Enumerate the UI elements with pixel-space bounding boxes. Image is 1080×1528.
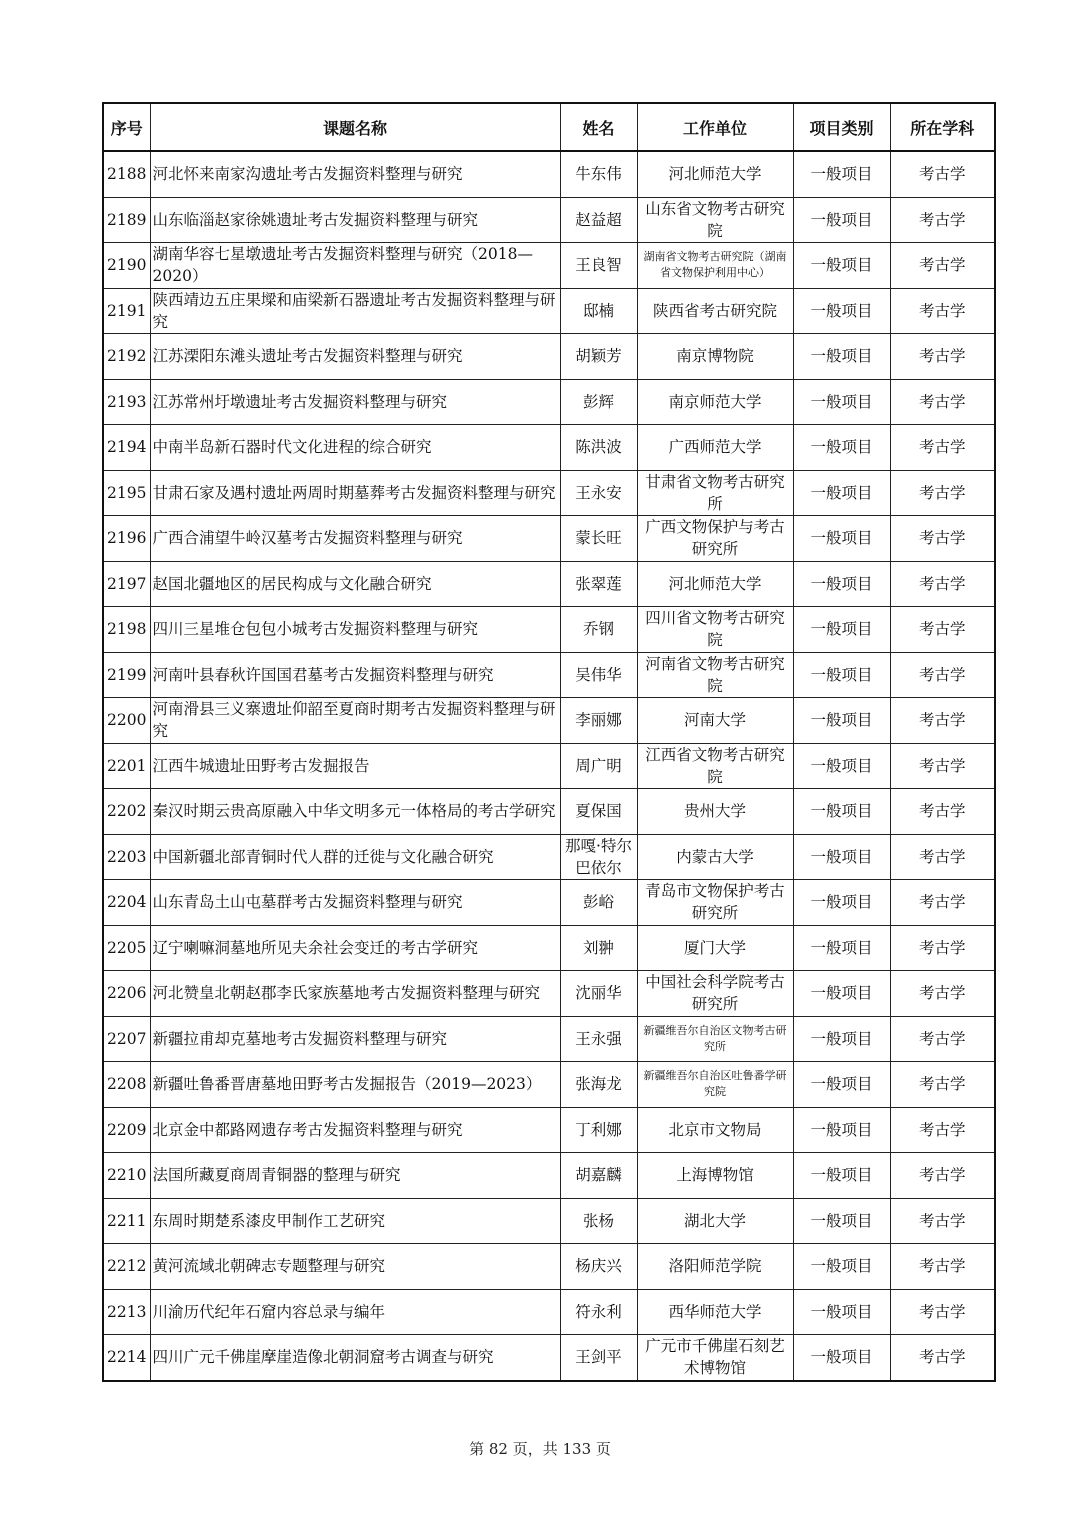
- cell-title: 江苏常州圩墩遗址考古发掘资料整理与研究: [150, 379, 560, 425]
- table-row: [103, 425, 995, 471]
- cell-seq: 2211: [103, 1198, 150, 1244]
- cell-unit: 山东省文物考古研究院: [637, 197, 793, 243]
- cell-name: 那嘎·特尔巴依尔: [560, 834, 637, 880]
- cell-title: 中南半岛新石器时代文化进程的综合研究: [150, 425, 560, 471]
- header-seq: 序号: [103, 103, 150, 151]
- cell-name: 丁利娜: [560, 1107, 637, 1153]
- cell-unit: 厦门大学: [637, 925, 793, 971]
- table-row: [103, 1198, 995, 1244]
- cell-type: 一般项目: [793, 243, 890, 289]
- cell-seq: 2201: [103, 743, 150, 789]
- table-row: [103, 652, 995, 698]
- cell-type: 一般项目: [793, 607, 890, 653]
- cell-seq: 2208: [103, 1062, 150, 1108]
- table-row: [103, 561, 995, 607]
- table-row: [103, 288, 995, 334]
- cell-subject: 考古学: [890, 243, 995, 289]
- cell-unit: 河北师范大学: [637, 561, 793, 607]
- cell-type: 一般项目: [793, 470, 890, 516]
- cell-title: 江苏溧阳东滩头遗址考古发掘资料整理与研究: [150, 334, 560, 380]
- cell-type: 一般项目: [793, 1244, 890, 1290]
- cell-subject: 考古学: [890, 743, 995, 789]
- cell-title: 陕西靖边五庄果墚和庙梁新石器遗址考古发掘资料整理与研究: [150, 288, 560, 334]
- cell-unit: 湖南省文物考古研究院（湖南省文物保护利用中心）: [637, 243, 793, 289]
- cell-title: 甘肃石家及遇村遗址两周时期墓葬考古发掘资料整理与研究: [150, 470, 560, 516]
- cell-seq: 2209: [103, 1107, 150, 1153]
- cell-type: 一般项目: [793, 971, 890, 1017]
- cell-title: 河北怀来南家沟遗址考古发掘资料整理与研究: [150, 151, 560, 197]
- cell-name: 吴伟华: [560, 652, 637, 698]
- table-row: [103, 880, 995, 926]
- cell-subject: 考古学: [890, 1335, 995, 1381]
- cell-type: 一般项目: [793, 652, 890, 698]
- cell-seq: 2189: [103, 197, 150, 243]
- cell-unit: 新疆维吾尔自治区吐鲁番学研究院: [637, 1062, 793, 1108]
- cell-name: 李丽娜: [560, 698, 637, 744]
- table-row: [103, 1289, 995, 1335]
- table-row: [103, 516, 995, 562]
- cell-type: 一般项目: [793, 743, 890, 789]
- table-row: [103, 698, 995, 744]
- cell-subject: 考古学: [890, 607, 995, 653]
- cell-title: 北京金中都路网遗存考古发掘资料整理与研究: [150, 1107, 560, 1153]
- cell-seq: 2191: [103, 288, 150, 334]
- cell-type: 一般项目: [793, 334, 890, 380]
- table-row: [103, 379, 995, 425]
- cell-seq: 2204: [103, 880, 150, 926]
- cell-subject: 考古学: [890, 470, 995, 516]
- cell-subject: 考古学: [890, 516, 995, 562]
- cell-name: 王良智: [560, 243, 637, 289]
- cell-subject: 考古学: [890, 1107, 995, 1153]
- cell-unit: 广西文物保护与考古研究所: [637, 516, 793, 562]
- cell-title: 中国新疆北部青铜时代人群的迁徙与文化融合研究: [150, 834, 560, 880]
- cell-name: 陈洪波: [560, 425, 637, 471]
- cell-unit: 青岛市文物保护考古研究所: [637, 880, 793, 926]
- cell-seq: 2202: [103, 789, 150, 835]
- header-unit: 工作单位: [637, 103, 793, 151]
- cell-unit: 河南大学: [637, 698, 793, 744]
- cell-subject: 考古学: [890, 834, 995, 880]
- cell-name: 张杨: [560, 1198, 637, 1244]
- cell-title: 黄河流域北朝碑志专题整理与研究: [150, 1244, 560, 1290]
- cell-unit: 江西省文物考古研究院: [637, 743, 793, 789]
- cell-title: 山东临淄赵家徐姚遗址考古发掘资料整理与研究: [150, 197, 560, 243]
- cell-unit: 中国社会科学院考古研究所: [637, 971, 793, 1017]
- cell-subject: 考古学: [890, 334, 995, 380]
- cell-seq: 2190: [103, 243, 150, 289]
- cell-type: 一般项目: [793, 925, 890, 971]
- cell-name: 邸楠: [560, 288, 637, 334]
- table-row: [103, 743, 995, 789]
- header-row: [103, 103, 995, 151]
- cell-type: 一般项目: [793, 1335, 890, 1381]
- table-row: [103, 1016, 995, 1062]
- table-row: [103, 1153, 995, 1199]
- cell-name: 刘翀: [560, 925, 637, 971]
- cell-title: 川渝历代纪年石窟内容总录与编年: [150, 1289, 560, 1335]
- cell-name: 王永强: [560, 1016, 637, 1062]
- cell-subject: 考古学: [890, 789, 995, 835]
- cell-subject: 考古学: [890, 925, 995, 971]
- cell-type: 一般项目: [793, 1016, 890, 1062]
- cell-type: 一般项目: [793, 516, 890, 562]
- cell-subject: 考古学: [890, 379, 995, 425]
- table-row: [103, 151, 995, 197]
- cell-title: 四川广元千佛崖摩崖造像北朝洞窟考古调查与研究: [150, 1335, 560, 1381]
- cell-name: 张海龙: [560, 1062, 637, 1108]
- cell-name: 张翠莲: [560, 561, 637, 607]
- cell-unit: 河北师范大学: [637, 151, 793, 197]
- page-footer: 第 82 页，共 133 页: [469, 1440, 611, 1458]
- cell-name: 乔钢: [560, 607, 637, 653]
- cell-seq: 2195: [103, 470, 150, 516]
- cell-subject: 考古学: [890, 1198, 995, 1244]
- cell-seq: 2199: [103, 652, 150, 698]
- cell-seq: 2192: [103, 334, 150, 380]
- cell-name: 胡嘉麟: [560, 1153, 637, 1199]
- cell-title: 辽宁喇嘛洞墓地所见夫余社会变迁的考古学研究: [150, 925, 560, 971]
- cell-seq: 2196: [103, 516, 150, 562]
- cell-name: 彭峪: [560, 880, 637, 926]
- cell-unit: 新疆维吾尔自治区文物考古研究所: [637, 1016, 793, 1062]
- table-row: [103, 971, 995, 1017]
- cell-unit: 湖北大学: [637, 1198, 793, 1244]
- table-row: [103, 1244, 995, 1290]
- cell-unit: 南京师范大学: [637, 379, 793, 425]
- cell-title: 湖南华容七星墩遗址考古发掘资料整理与研究（2018—2020）: [150, 243, 560, 289]
- cell-name: 杨庆兴: [560, 1244, 637, 1290]
- cell-subject: 考古学: [890, 1016, 995, 1062]
- cell-seq: 2193: [103, 379, 150, 425]
- table-row: [103, 334, 995, 380]
- cell-subject: 考古学: [890, 288, 995, 334]
- cell-seq: 2203: [103, 834, 150, 880]
- cell-name: 牛东伟: [560, 151, 637, 197]
- cell-unit: 南京博物院: [637, 334, 793, 380]
- cell-seq: 2207: [103, 1016, 150, 1062]
- cell-unit: 北京市文物局: [637, 1107, 793, 1153]
- cell-subject: 考古学: [890, 1153, 995, 1199]
- cell-type: 一般项目: [793, 834, 890, 880]
- table-row: [103, 607, 995, 653]
- cell-subject: 考古学: [890, 197, 995, 243]
- header-type: 项目类别: [793, 103, 890, 151]
- cell-unit: 上海博物馆: [637, 1153, 793, 1199]
- cell-title: 新疆拉甫却克墓地考古发掘资料整理与研究: [150, 1016, 560, 1062]
- cell-title: 法国所藏夏商周青铜器的整理与研究: [150, 1153, 560, 1199]
- cell-unit: 甘肃省文物考古研究所: [637, 470, 793, 516]
- cell-unit: 西华师范大学: [637, 1289, 793, 1335]
- cell-title: 四川三星堆仓包包小城考古发掘资料整理与研究: [150, 607, 560, 653]
- cell-seq: 2198: [103, 607, 150, 653]
- table-row: [103, 1062, 995, 1108]
- cell-subject: 考古学: [890, 151, 995, 197]
- cell-subject: 考古学: [890, 971, 995, 1017]
- cell-subject: 考古学: [890, 561, 995, 607]
- cell-seq: 2200: [103, 698, 150, 744]
- cell-seq: 2194: [103, 425, 150, 471]
- table-row: [103, 1335, 995, 1381]
- cell-type: 一般项目: [793, 151, 890, 197]
- cell-title: 河北赞皇北朝赵郡李氏家族墓地考古发掘资料整理与研究: [150, 971, 560, 1017]
- cell-type: 一般项目: [793, 1289, 890, 1335]
- cell-seq: 2188: [103, 151, 150, 197]
- cell-unit: 内蒙古大学: [637, 834, 793, 880]
- cell-seq: 2197: [103, 561, 150, 607]
- cell-type: 一般项目: [793, 425, 890, 471]
- cell-title: 江西牛城遗址田野考古发掘报告: [150, 743, 560, 789]
- table-row: [103, 197, 995, 243]
- cell-name: 王永安: [560, 470, 637, 516]
- cell-unit: 洛阳师范学院: [637, 1244, 793, 1290]
- cell-unit: 广元市千佛崖石刻艺术博物馆: [637, 1335, 793, 1381]
- cell-name: 胡颖芳: [560, 334, 637, 380]
- table-row: [103, 1107, 995, 1153]
- cell-type: 一般项目: [793, 698, 890, 744]
- cell-subject: 考古学: [890, 425, 995, 471]
- cell-seq: 2206: [103, 971, 150, 1017]
- cell-unit: 河南省文物考古研究院: [637, 652, 793, 698]
- cell-seq: 2205: [103, 925, 150, 971]
- header-subject: 所在学科: [890, 103, 995, 151]
- cell-type: 一般项目: [793, 379, 890, 425]
- table-row: [103, 789, 995, 835]
- cell-title: 河南滑县三义寨遗址仰韶至夏商时期考古发掘资料整理与研究: [150, 698, 560, 744]
- cell-name: 周广明: [560, 743, 637, 789]
- cell-name: 符永利: [560, 1289, 637, 1335]
- cell-unit: 陕西省考古研究院: [637, 288, 793, 334]
- cell-type: 一般项目: [793, 789, 890, 835]
- cell-type: 一般项目: [793, 1107, 890, 1153]
- cell-type: 一般项目: [793, 288, 890, 334]
- table-body: [103, 151, 995, 1381]
- table-row: [103, 470, 995, 516]
- cell-unit: 四川省文物考古研究院: [637, 607, 793, 653]
- cell-subject: 考古学: [890, 880, 995, 926]
- cell-subject: 考古学: [890, 1062, 995, 1108]
- cell-seq: 2212: [103, 1244, 150, 1290]
- cell-title: 新疆吐鲁番晋唐墓地田野考古发掘报告（2019—2023）: [150, 1062, 560, 1108]
- cell-unit: 广西师范大学: [637, 425, 793, 471]
- cell-title: 广西合浦望牛岭汉墓考古发掘资料整理与研究: [150, 516, 560, 562]
- cell-subject: 考古学: [890, 1244, 995, 1290]
- header-title: 课题名称: [150, 103, 560, 151]
- cell-title: 东周时期楚系漆皮甲制作工艺研究: [150, 1198, 560, 1244]
- cell-title: 秦汉时期云贵高原融入中华文明多元一体格局的考古学研究: [150, 789, 560, 835]
- cell-type: 一般项目: [793, 1062, 890, 1108]
- header-name: 姓名: [560, 103, 637, 151]
- cell-type: 一般项目: [793, 1198, 890, 1244]
- cell-type: 一般项目: [793, 1153, 890, 1199]
- table-header: [103, 103, 995, 151]
- cell-seq: 2214: [103, 1335, 150, 1381]
- cell-type: 一般项目: [793, 561, 890, 607]
- table-row: [103, 243, 995, 289]
- cell-title: 山东青岛土山屯墓群考古发掘资料整理与研究: [150, 880, 560, 926]
- cell-title: 赵国北疆地区的居民构成与文化融合研究: [150, 561, 560, 607]
- cell-name: 夏保国: [560, 789, 637, 835]
- cell-name: 沈丽华: [560, 971, 637, 1017]
- cell-unit: 贵州大学: [637, 789, 793, 835]
- cell-seq: 2213: [103, 1289, 150, 1335]
- project-table: [102, 102, 996, 1382]
- cell-name: 彭辉: [560, 379, 637, 425]
- cell-type: 一般项目: [793, 197, 890, 243]
- cell-name: 赵益超: [560, 197, 637, 243]
- cell-type: 一般项目: [793, 880, 890, 926]
- cell-subject: 考古学: [890, 652, 995, 698]
- cell-name: 蒙长旺: [560, 516, 637, 562]
- table-row: [103, 925, 995, 971]
- cell-subject: 考古学: [890, 698, 995, 744]
- cell-name: 王剑平: [560, 1335, 637, 1381]
- table-row: [103, 834, 995, 880]
- cell-subject: 考古学: [890, 1289, 995, 1335]
- cell-seq: 2210: [103, 1153, 150, 1199]
- cell-title: 河南叶县春秋许国国君墓考古发掘资料整理与研究: [150, 652, 560, 698]
